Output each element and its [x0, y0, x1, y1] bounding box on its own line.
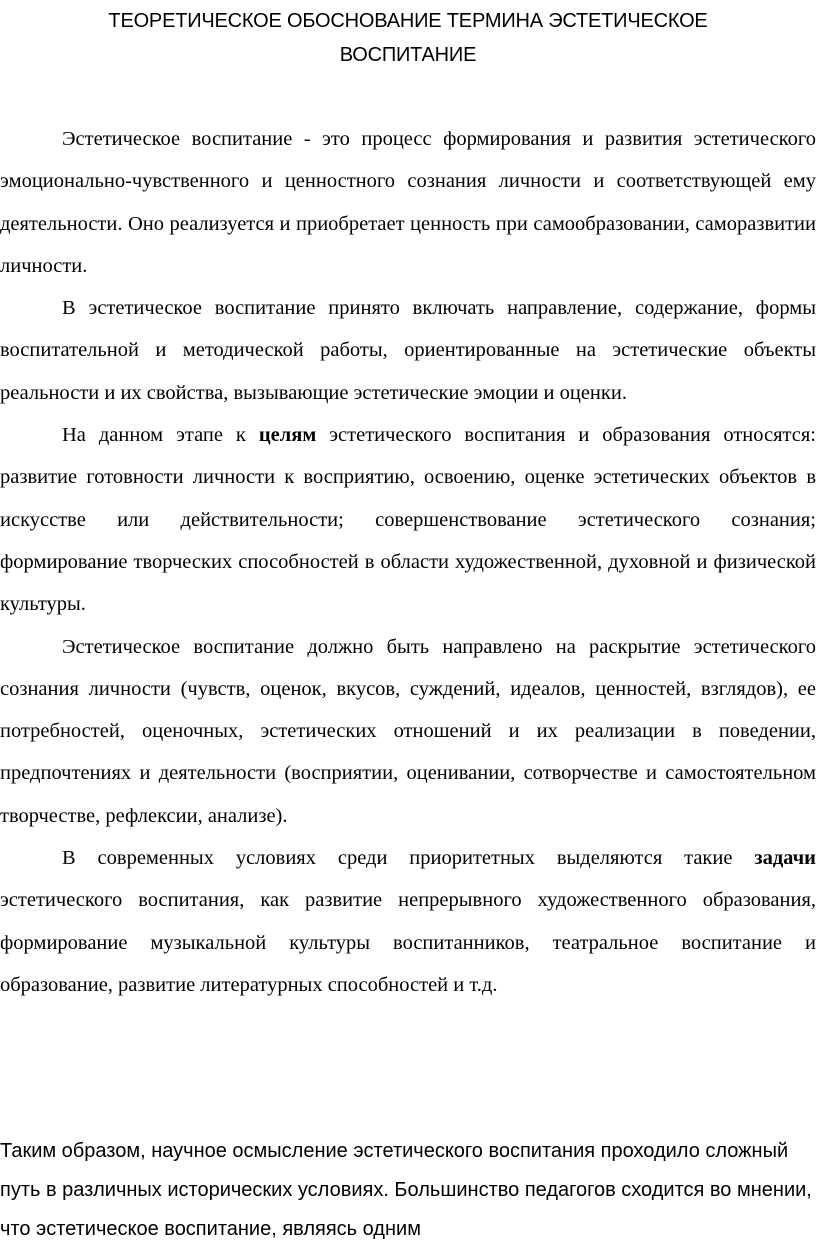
- paragraph-tasks-lead: В современных условиях среди приоритетных выделяются такие: [62, 847, 755, 870]
- paragraph-goals-lead: На данном этапе к: [62, 424, 259, 447]
- paragraph-scope: В эстетическое воспитание принято включать направление, содержание, формы воспитательной и методической работы, ориентированные на эстетические объекты реальности и их свойства, вызывающие эстетические эмоции и оценки.: [0, 297, 816, 404]
- document-body: [0, 118, 816, 1006]
- goals-keyword: целям: [258, 424, 317, 447]
- paragraph-tasks: [0, 837, 816, 1006]
- paragraph-conclusion: Таким образом, научное осмысление эстетического воспитания проходило сложный путь в различных исторических условиях. Большинство педагогов сходится во мнении, что эстетическое воспитание, являясь одним: [0, 1140, 812, 1240]
- paragraph-direction: Эстетическое воспитание должно быть направлено на раскрытие эстетического сознания личности (чувств, оценок, вкусов, суждений, идеалов, ценностей, взглядов), ее потребностей, оценочных, эстетических отношений и их реализации в поведении, предпочтениях и деятельности (восприятии, оценивании, сотворчестве и самостоятельном творчестве, рефлексии, анализе).: [0, 635, 816, 827]
- tasks-keyword: задачи: [754, 847, 816, 870]
- paragraph-definition: Эстетическое воспитание - это процесс формирования и развития эстетического эмоционально-чувственного и ценностного сознания личности и соответствующей ему деятельности. Оно реализуется и приобретает ценность при самообразовании, саморазвитии личности.: [0, 128, 816, 277]
- paragraph-tasks-rest: эстетического воспитания, как развитие непрерывного художественного образования, формирование музыкальной культуры воспитанников, театральное воспитание и образование, развитие литературных способностей и т.д.: [0, 889, 816, 996]
- paragraph-goals: [0, 414, 816, 625]
- paragraph-goals-rest: эстетического воспитания и образования относятся: развитие готовности личности к восприятию, освоению, оценке эстетических объектов в искусстве или действительности; совершенствование эстетического сознания; формирование творческих способностей в области художественной, духовной и физической культуры.: [0, 424, 816, 616]
- document-title: ТЕОРЕТИЧЕСКОЕ ОБОСНОВАНИЕ ТЕРМИНА ЭСТЕТИЧЕСКОЕ ВОСПИТАНИЕ: [108, 10, 708, 66]
